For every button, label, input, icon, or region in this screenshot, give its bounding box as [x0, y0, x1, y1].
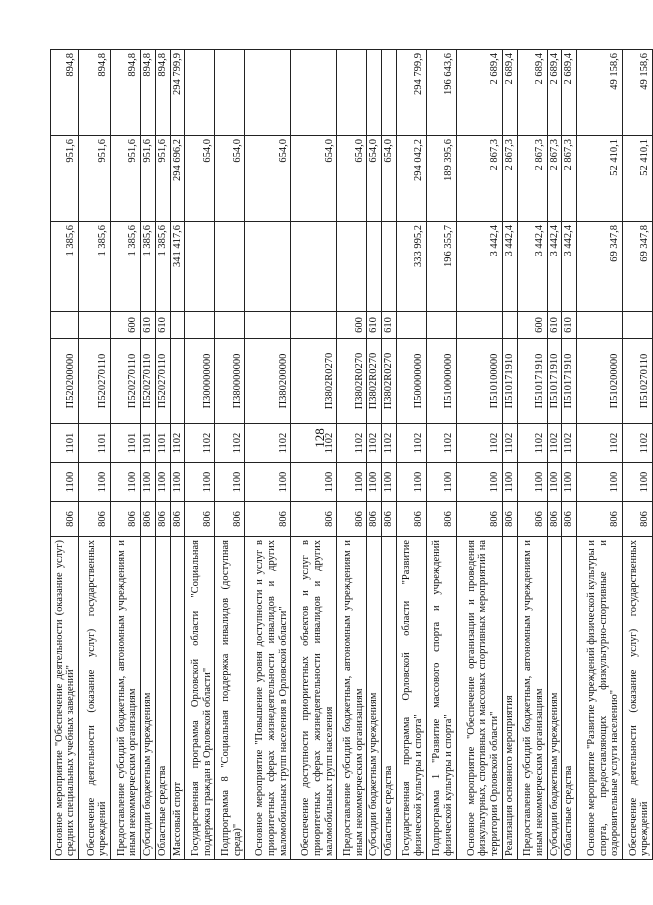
- row-amount-2: 654,0: [382, 136, 397, 222]
- row-expense-type: [215, 312, 245, 339]
- row-amount-2: 654,0: [337, 136, 367, 222]
- row-name: Обеспечение деятельности (оказание услуг) государственных учреждений: [623, 537, 653, 860]
- row-ved-code: 806: [337, 502, 367, 537]
- table-row: [517, 50, 547, 860]
- row-amount-2: 294 042,2: [396, 136, 426, 222]
- row-amount-1: 3 442,4: [562, 222, 577, 312]
- row-amount-2: 654,0: [291, 136, 337, 222]
- row-amount-1: 3 442,4: [547, 222, 562, 312]
- budget-table: [50, 49, 653, 860]
- row-amount-3: 49 158,6: [577, 50, 623, 136]
- row-name: Основное мероприятие "Повышение уровня доступности и услуг в приоритетных сферах жизнедеятельности инвалидов и других маломобильных групп населения в Орловской области": [245, 537, 291, 860]
- row-amount-1: [245, 222, 291, 312]
- row-section-code: 1100: [291, 463, 337, 502]
- row-ved-code: 806: [111, 502, 141, 537]
- row-name: Государственная программа Орловской области "Развитие физической культуры и спорта": [396, 537, 426, 860]
- row-name: Предоставление субсидий бюджетным, автономным учреждениям и иным некоммерческим организациям: [337, 537, 367, 860]
- row-target-code: П380000000: [215, 339, 245, 424]
- table-row: [245, 50, 291, 860]
- row-expense-type: 610: [547, 312, 562, 339]
- row-subsection-code: 1102: [547, 424, 562, 463]
- row-amount-1: [382, 222, 397, 312]
- row-target-code: П520270110: [111, 339, 141, 424]
- row-amount-1: 3 442,4: [517, 222, 547, 312]
- row-amount-3: 196 643,6: [426, 50, 456, 136]
- row-target-code: П510171910: [547, 339, 562, 424]
- row-target-code: П520270110: [79, 339, 111, 424]
- row-amount-3: 294 799,9: [170, 50, 185, 136]
- row-section-code: 1100: [623, 463, 653, 502]
- table-row: [337, 50, 367, 860]
- row-target-code: П510171910: [502, 339, 517, 424]
- row-section-code: 1100: [155, 463, 170, 502]
- row-section-code: 1100: [185, 463, 215, 502]
- row-ved-code: 806: [185, 502, 215, 537]
- row-subsection-code: 1102: [623, 424, 653, 463]
- row-expense-type: [291, 312, 337, 339]
- row-amount-2: 654,0: [185, 136, 215, 222]
- row-subsection-code: 1102: [382, 424, 397, 463]
- row-amount-3: 2 689,4: [456, 50, 502, 136]
- row-section-code: 1100: [426, 463, 456, 502]
- row-section-code: 1100: [456, 463, 502, 502]
- row-amount-2: 951,6: [155, 136, 170, 222]
- table-row: [111, 50, 141, 860]
- row-subsection-code: 1102: [577, 424, 623, 463]
- row-amount-3: [382, 50, 397, 136]
- row-expense-type: 610: [155, 312, 170, 339]
- row-amount-3: [367, 50, 382, 136]
- row-amount-2: 52 410,1: [623, 136, 653, 222]
- row-ved-code: 806: [623, 502, 653, 537]
- row-amount-3: [337, 50, 367, 136]
- row-target-code: П500000000: [396, 339, 426, 424]
- row-target-code: [170, 339, 185, 424]
- row-target-code: П510100000: [456, 339, 502, 424]
- row-expense-type: 610: [562, 312, 577, 339]
- row-ved-code: 806: [562, 502, 577, 537]
- row-amount-3: [245, 50, 291, 136]
- row-amount-3: 894,8: [155, 50, 170, 136]
- row-name: Областные средства: [382, 537, 397, 860]
- row-amount-1: [367, 222, 382, 312]
- row-amount-1: 1 385,6: [141, 222, 156, 312]
- row-amount-1: 196 355,7: [426, 222, 456, 312]
- row-name: Подпрограмма 1 "Развитие массового спорта и учреждений физической культуры и спорта": [426, 537, 456, 860]
- budget-table-container: [50, 50, 651, 860]
- row-subsection-code: 1101: [51, 424, 79, 463]
- row-name: Массовый спорт: [170, 537, 185, 860]
- row-target-code: П510270110: [623, 339, 653, 424]
- row-amount-3: 894,8: [111, 50, 141, 136]
- row-amount-2: 2 867,3: [547, 136, 562, 222]
- table-row: [141, 50, 156, 860]
- row-ved-code: 806: [155, 502, 170, 537]
- row-expense-type: [170, 312, 185, 339]
- row-name: Основное мероприятие "Обеспечение деятельности (оказание услуг) средних специальных учебных заведений": [51, 537, 79, 860]
- table-row: [291, 50, 337, 860]
- row-amount-2: 2 867,3: [502, 136, 517, 222]
- row-section-code: 1100: [502, 463, 517, 502]
- row-target-code: П380200000: [245, 339, 291, 424]
- row-subsection-code: 1101: [79, 424, 111, 463]
- row-ved-code: 806: [426, 502, 456, 537]
- row-target-code: П510000000: [426, 339, 456, 424]
- row-name: Предоставление субсидий бюджетным, автономным учреждениям и иным некоммерческим организациям: [517, 537, 547, 860]
- row-section-code: 1100: [79, 463, 111, 502]
- row-subsection-code: 1102: [456, 424, 502, 463]
- row-amount-3: 894,8: [79, 50, 111, 136]
- row-expense-type: 610: [367, 312, 382, 339]
- row-amount-1: 3 442,4: [502, 222, 517, 312]
- row-name: Областные средства: [155, 537, 170, 860]
- row-expense-type: 600: [517, 312, 547, 339]
- row-section-code: 1100: [215, 463, 245, 502]
- row-ved-code: 806: [517, 502, 547, 537]
- row-amount-1: 1 385,6: [155, 222, 170, 312]
- row-section-code: 1100: [367, 463, 382, 502]
- row-expense-type: [396, 312, 426, 339]
- row-name: Подпрограмма 8 "Социальная поддержка инвалидов (доступная среда)": [215, 537, 245, 860]
- row-target-code: П510200000: [577, 339, 623, 424]
- row-amount-2: 951,6: [111, 136, 141, 222]
- row-amount-2: 52 410,1: [577, 136, 623, 222]
- row-ved-code: 806: [396, 502, 426, 537]
- row-subsection-code: 1102: [170, 424, 185, 463]
- row-name: Основное мероприятие "Обеспечение организации и проведения физкультурных, спортивных и массовых спортивных мероприятий на территории Орловской области": [456, 537, 502, 860]
- row-expense-type: 610: [141, 312, 156, 339]
- row-subsection-code: 1101: [155, 424, 170, 463]
- row-amount-1: 1 385,6: [79, 222, 111, 312]
- row-expense-type: [577, 312, 623, 339]
- row-amount-1: [215, 222, 245, 312]
- row-ved-code: 806: [502, 502, 517, 537]
- table-row: [215, 50, 245, 860]
- row-target-code: П520270110: [141, 339, 156, 424]
- row-ved-code: 806: [170, 502, 185, 537]
- table-row: [170, 50, 185, 860]
- row-subsection-code: 1101: [111, 424, 141, 463]
- row-amount-3: [291, 50, 337, 136]
- page-number: 128: [312, 428, 327, 448]
- row-amount-3: 49 158,6: [623, 50, 653, 136]
- row-subsection-code: 1102: [502, 424, 517, 463]
- row-target-code: П3802R0270: [337, 339, 367, 424]
- row-amount-2: 654,0: [245, 136, 291, 222]
- row-amount-3: [215, 50, 245, 136]
- row-ved-code: 806: [291, 502, 337, 537]
- row-ved-code: 806: [245, 502, 291, 537]
- row-section-code: 1100: [141, 463, 156, 502]
- row-amount-1: [291, 222, 337, 312]
- row-subsection-code: 1101: [141, 424, 156, 463]
- row-amount-1: 69 347,8: [577, 222, 623, 312]
- row-section-code: 1100: [245, 463, 291, 502]
- row-amount-1: 333 995,2: [396, 222, 426, 312]
- row-subsection-code: 1102: [337, 424, 367, 463]
- row-amount-1: 69 347,8: [623, 222, 653, 312]
- row-amount-3: 894,8: [51, 50, 79, 136]
- row-section-code: 1100: [170, 463, 185, 502]
- row-amount-3: 2 689,4: [517, 50, 547, 136]
- row-section-code: 1100: [382, 463, 397, 502]
- row-ved-code: 806: [382, 502, 397, 537]
- table-row: [155, 50, 170, 860]
- row-amount-1: 1 385,6: [111, 222, 141, 312]
- row-amount-1: [185, 222, 215, 312]
- row-subsection-code: 1102: [517, 424, 547, 463]
- row-amount-2: 2 867,3: [562, 136, 577, 222]
- row-section-code: 1100: [396, 463, 426, 502]
- row-amount-1: [337, 222, 367, 312]
- table-row: [51, 50, 79, 860]
- row-target-code: П520270110: [155, 339, 170, 424]
- row-subsection-code: 1102: [562, 424, 577, 463]
- row-amount-2: 654,0: [367, 136, 382, 222]
- table-row: [367, 50, 382, 860]
- row-target-code: П3802R0270: [382, 339, 397, 424]
- row-ved-code: 806: [79, 502, 111, 537]
- row-amount-2: 654,0: [215, 136, 245, 222]
- row-amount-3: 894,8: [141, 50, 156, 136]
- row-target-code: П3802R0270: [291, 339, 337, 424]
- row-amount-2: 2 867,3: [517, 136, 547, 222]
- row-section-code: 1100: [577, 463, 623, 502]
- row-name: Обеспечение деятельности (оказание услуг) государственных учреждений: [79, 537, 111, 860]
- row-amount-1: 341 417,6: [170, 222, 185, 312]
- row-subsection-code: 1102: [396, 424, 426, 463]
- row-expense-type: [623, 312, 653, 339]
- row-ved-code: 806: [215, 502, 245, 537]
- row-subsection-code: 1102: [215, 424, 245, 463]
- row-section-code: 1100: [517, 463, 547, 502]
- row-subsection-code: 1102: [185, 424, 215, 463]
- table-row: [79, 50, 111, 860]
- row-expense-type: [79, 312, 111, 339]
- row-name: Реализация основного мероприятия: [502, 537, 517, 860]
- row-expense-type: 600: [111, 312, 141, 339]
- row-ved-code: 806: [51, 502, 79, 537]
- table-row: [547, 50, 562, 860]
- row-expense-type: [426, 312, 456, 339]
- table-row: [577, 50, 623, 860]
- row-section-code: 1100: [562, 463, 577, 502]
- row-target-code: П510171910: [562, 339, 577, 424]
- row-amount-3: 2 689,4: [547, 50, 562, 136]
- table-row: [623, 50, 653, 860]
- row-section-code: 1100: [111, 463, 141, 502]
- row-expense-type: [502, 312, 517, 339]
- table-body: [51, 50, 653, 860]
- row-amount-2: 294 696,2: [170, 136, 185, 222]
- row-expense-type: [185, 312, 215, 339]
- row-name: Государственная программа Орловской области "Социальная поддержка граждан в Орловской области": [185, 537, 215, 860]
- row-subsection-code: 1102: [245, 424, 291, 463]
- row-expense-type: [51, 312, 79, 339]
- row-amount-2: 2 867,3: [456, 136, 502, 222]
- row-name: Субсидии бюджетным учреждениям: [141, 537, 156, 860]
- row-amount-3: 2 689,4: [562, 50, 577, 136]
- table-row: [502, 50, 517, 860]
- row-amount-1: 1 385,6: [51, 222, 79, 312]
- row-name: Обеспечение доступности приоритетных объектов и услуг в приоритетных сферах жизнедеятельности инвалидов и других маломобильных групп населения: [291, 537, 337, 860]
- row-ved-code: 806: [141, 502, 156, 537]
- row-target-code: П510171910: [517, 339, 547, 424]
- row-name: Областные средства: [562, 537, 577, 860]
- row-amount-2: 951,6: [79, 136, 111, 222]
- row-name: Предоставление субсидий бюджетным, автономным учреждениям и иным некоммерческим организациям: [111, 537, 141, 860]
- row-ved-code: 806: [577, 502, 623, 537]
- table-row: [396, 50, 426, 860]
- table-row: [382, 50, 397, 860]
- row-subsection-code: 1102: [367, 424, 382, 463]
- row-amount-2: 951,6: [141, 136, 156, 222]
- row-expense-type: [456, 312, 502, 339]
- table-row: [562, 50, 577, 860]
- row-name: Субсидии бюджетным учреждениям: [367, 537, 382, 860]
- row-name: Субсидии бюджетным учреждениям: [547, 537, 562, 860]
- row-expense-type: 600: [337, 312, 367, 339]
- row-target-code: П300000000: [185, 339, 215, 424]
- row-amount-2: 951,6: [51, 136, 79, 222]
- row-section-code: 1100: [51, 463, 79, 502]
- row-name: Основное мероприятие "Развитие учреждений физической культуры и спорта, предоставляющих физкультурно-спортивные и оздоровительные услуги населению": [577, 537, 623, 860]
- row-amount-3: [185, 50, 215, 136]
- row-subsection-code: 1102: [291, 424, 337, 463]
- row-ved-code: 806: [547, 502, 562, 537]
- row-section-code: 1100: [337, 463, 367, 502]
- row-ved-code: 806: [456, 502, 502, 537]
- row-section-code: 1100: [547, 463, 562, 502]
- row-subsection-code: 1102: [426, 424, 456, 463]
- table-row: [426, 50, 456, 860]
- row-amount-3: 2 689,4: [502, 50, 517, 136]
- row-amount-3: 294 799,9: [396, 50, 426, 136]
- table-row: [185, 50, 215, 860]
- row-ved-code: 806: [367, 502, 382, 537]
- row-expense-type: 610: [382, 312, 397, 339]
- row-target-code: П3802R0270: [367, 339, 382, 424]
- row-amount-1: 3 442,4: [456, 222, 502, 312]
- row-target-code: П520200000: [51, 339, 79, 424]
- row-amount-2: 189 395,6: [426, 136, 456, 222]
- table-row: [456, 50, 502, 860]
- row-expense-type: [245, 312, 291, 339]
